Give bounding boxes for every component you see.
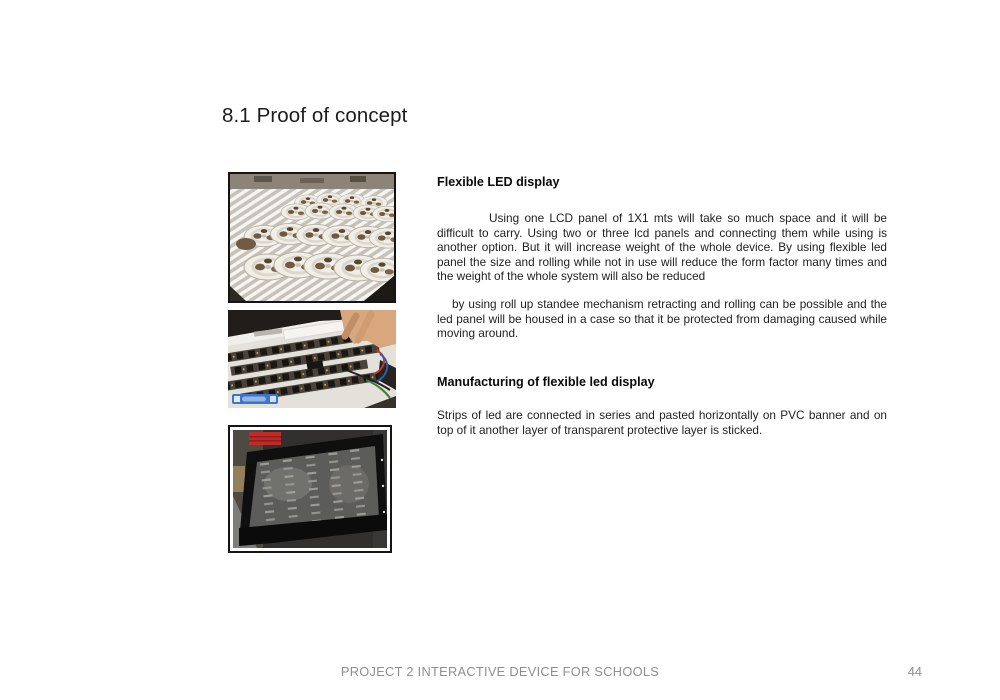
led-panel-photo [233,430,387,548]
paragraph-lcd-panel: Using one LCD panel of 1X1 mts will take so much space and it will be difficult to carry. Using two or three lcd panels and connecting them while using is another option. But it will increase weight of the whole device. By using flexible led panel the size and rolling while not in use will reduce the form factor many times and the weight of the whole system will also be reduced [437,211,887,284]
figure-led-panel [228,425,392,553]
section-title: 8.1 Proof of concept [222,104,408,127]
paragraph-rollup-standee: by using roll up standee mechanism retracting and rolling can be possible and the led panel will be housed in a case so that it be protected from damaging caused while moving around. [437,297,887,341]
video-watermark-overlay [232,394,278,404]
figure-led-reels [228,172,396,303]
red-crate [249,432,281,445]
figure-led-assembly [228,310,396,408]
heading-flexible-led-display: Flexible LED display [437,175,560,189]
footer-running-title: PROJECT 2 INTERACTIVE DEVICE FOR SCHOOLS [340,664,660,679]
paragraph-led-strips: Strips of led are connected in series and pasted horizontally on PVC banner and on top of it another layer of transparent protective layer is sticked. [437,408,887,437]
footer-page-number: 44 [907,664,922,679]
led-reels-photo [230,174,394,301]
heading-manufacturing: Manufacturing of flexible led display [437,375,655,389]
led-assembly-photo [228,310,396,408]
